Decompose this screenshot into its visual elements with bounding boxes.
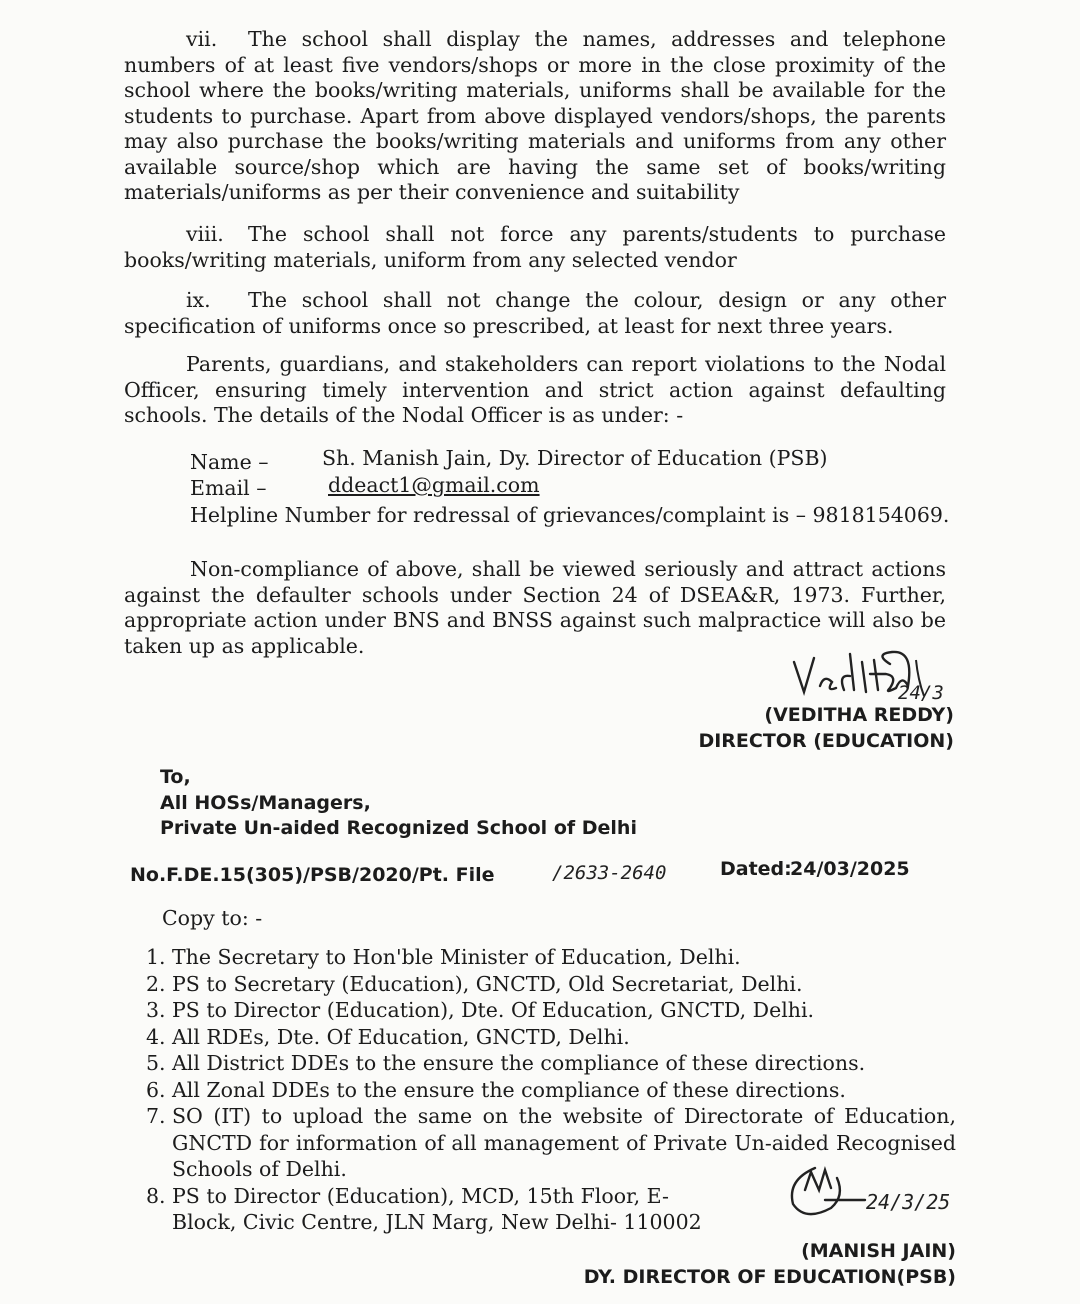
list-item-text: PS to Secretary (Education), GNCTD, Old Secretariat, Delhi. bbox=[172, 971, 803, 996]
addressee-line-1: All HOSs/Managers, bbox=[160, 792, 371, 814]
list-item-number: 7. bbox=[146, 1104, 166, 1128]
clause-number: vii. bbox=[186, 27, 218, 51]
list-item-number: 1. bbox=[146, 945, 166, 969]
clause-vii bbox=[124, 27, 946, 206]
clause-text: The school shall not force any parents/students to purchase books/writing materials, uniform from any selected vendor bbox=[124, 222, 946, 272]
deputy-director-designation: DY. DIRECTOR OF EDUCATION(PSB) bbox=[583, 1266, 956, 1288]
list-item bbox=[146, 1050, 956, 1077]
list-item bbox=[146, 944, 956, 971]
list-item-number: 2. bbox=[146, 971, 166, 996]
deputy-director-name: (MANISH JAIN) bbox=[801, 1240, 956, 1262]
file-number: No.F.DE.15(305)/PSB/2020/Pt. File bbox=[130, 864, 495, 886]
non-compliance-paragraph: Non-compliance of above, shall be viewed seriously and attract actions against the defaulter schools under Section 24 of DSEA&R, 1973. Further, appropriate action under BNS and BNSS against such malpractice will also be taken up as applicable. bbox=[124, 557, 946, 658]
nodal-officer-name: Sh. Manish Jain, Dy. Director of Education (PSB) bbox=[322, 446, 828, 470]
clause-text: The school shall display the names, addresses and telephone numbers of at least five vendors/shops or more in the close proximity of the school where the books/writing materials, uniforms shall be available for the students to purchase. Apart from above displayed vendors/shops, the parents may also purchase the books/writing materials and uniforms from any other available source/shop which are having the same set of books/writing materials/uniforms as per their convenience and suitability bbox=[124, 27, 946, 204]
clause-text: The school shall not change the colour, design or any other specification of uniforms once so prescribed, at least for next three years. bbox=[124, 288, 946, 338]
list-item-text: PS to Director (Education), MCD, 15th Floor, E-Block, Civic Centre, JLN Marg, New Delhi- 110002 bbox=[172, 1183, 702, 1234]
list-item-text: SO (IT) to upload the same on the website of Directorate of Education, GNCTD for information of all management of Private Un-aided Recognised Schools of Delhi. bbox=[172, 1104, 956, 1181]
handwritten-dispatch-number: /2633-2640 bbox=[552, 862, 667, 884]
deputy-director-signature bbox=[785, 1160, 875, 1230]
email-label: Email – bbox=[190, 476, 267, 500]
list-item bbox=[146, 971, 956, 998]
clause-number: viii. bbox=[186, 222, 224, 246]
director-designation: DIRECTOR (EDUCATION) bbox=[698, 730, 954, 752]
dated-label: Dated: bbox=[720, 858, 792, 880]
list-item bbox=[146, 997, 956, 1024]
list-item-text: The Secretary to Hon'ble Minister of Education, Delhi. bbox=[172, 945, 741, 969]
clause-number: ix. bbox=[186, 288, 211, 312]
list-item-text: PS to Director (Education), Dte. Of Education, GNCTD, Delhi. bbox=[172, 998, 815, 1022]
dated-value: 24/03/2025 bbox=[790, 858, 910, 880]
list-item-number: 3. bbox=[146, 998, 166, 1022]
director-handwritten-date: 24/3 bbox=[898, 682, 944, 704]
director-name: (VEDITHA REDDY) bbox=[764, 704, 954, 726]
report-violations-paragraph: Parents, guardians, and stakeholders can report violations to the Nodal Officer, ensuring timely intervention and strict action against defaulting schools. The details of the Nodal Officer is as under: - bbox=[124, 352, 946, 427]
list-item-text: All RDEs, Dte. Of Education, GNCTD, Delhi. bbox=[172, 1024, 630, 1049]
list-item-number: 4. bbox=[146, 1024, 166, 1049]
nodal-officer-email-link[interactable]: ddeact1@gmail.com bbox=[328, 473, 540, 497]
addressee-line-2: Private Un-aided Recognized School of Delhi bbox=[160, 817, 637, 839]
list-item bbox=[146, 1183, 732, 1236]
helpline-text: Helpline Number for redressal of grievances/complaint is – 9818154069. bbox=[190, 503, 950, 527]
list-item-number: 6. bbox=[146, 1077, 166, 1102]
clause-viii bbox=[124, 222, 946, 273]
name-label: Name – bbox=[190, 450, 269, 474]
list-item bbox=[146, 1077, 956, 1104]
list-item-text: All District DDEs to the ensure the compliance of these directions. bbox=[172, 1051, 866, 1075]
list-item-number: 5. bbox=[146, 1051, 166, 1075]
to-label: To, bbox=[160, 766, 191, 788]
deputy-director-handwritten-date: 24/3/25 bbox=[866, 1190, 951, 1214]
list-item-number: 8. bbox=[146, 1183, 166, 1208]
list-item bbox=[146, 1024, 956, 1051]
copy-to-label: Copy to: - bbox=[162, 906, 263, 930]
clause-ix bbox=[124, 288, 946, 339]
list-item-text: All Zonal DDEs to the ensure the compliance of these directions. bbox=[172, 1077, 846, 1102]
